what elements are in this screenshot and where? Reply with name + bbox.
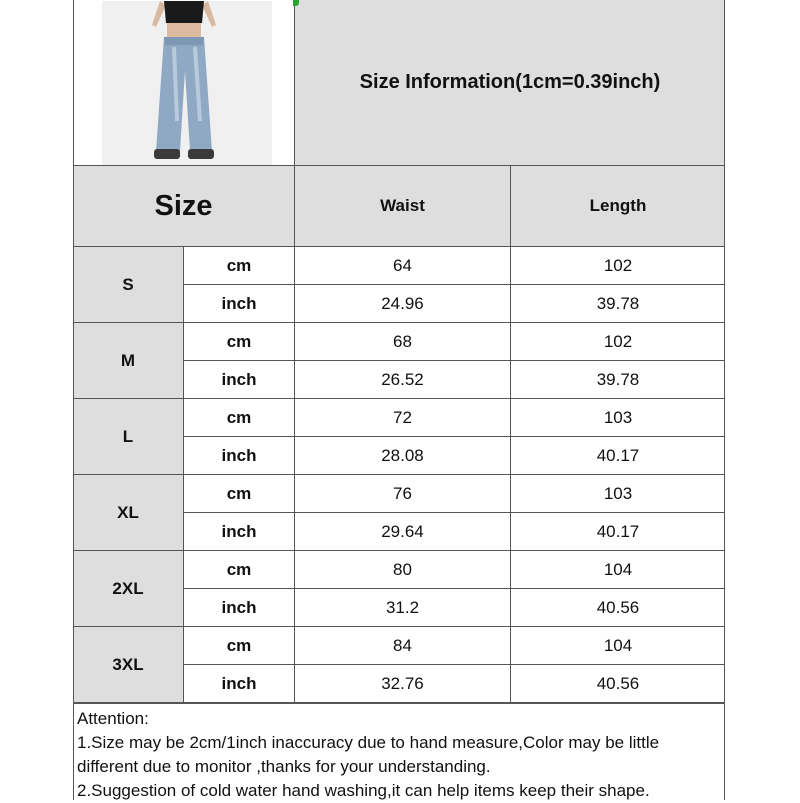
unit-inch: inch [184, 665, 295, 703]
2xl-length-cm: 104 [511, 551, 725, 589]
header-waist: Waist [295, 166, 511, 247]
note-heading: Attention: [77, 709, 149, 728]
l-waist-inch: 28.08 [295, 437, 511, 475]
header-length: Length [511, 166, 725, 247]
size-label-2xl: 2XL [73, 551, 184, 627]
m-length-cm: 102 [511, 323, 725, 361]
s-waist-inch: 24.96 [295, 285, 511, 323]
xl-waist-inch: 29.64 [295, 513, 511, 551]
unit-cm: cm [184, 551, 295, 589]
size-label-3xl: 3XL [73, 627, 184, 703]
m-waist-inch: 26.52 [295, 361, 511, 399]
s-length-cm: 102 [511, 247, 725, 285]
unit-cm: cm [184, 475, 295, 513]
l-length-cm: 103 [511, 399, 725, 437]
product-photo [73, 0, 295, 166]
s-waist-cm: 64 [295, 247, 511, 285]
unit-cm: cm [184, 247, 295, 285]
note-line-2: different due to monitor ,thanks for your understanding. [77, 757, 491, 776]
l-waist-cm: 72 [295, 399, 511, 437]
size-label-xl: XL [73, 475, 184, 551]
note-line-3: 2.Suggestion of cold water hand washing,it can help items keep their shape. [77, 781, 650, 800]
xl-length-cm: 103 [511, 475, 725, 513]
size-chart [73, 0, 725, 800]
unit-cm: cm [184, 627, 295, 665]
s-length-inch: 39.78 [511, 285, 725, 323]
jeans-model-image [74, 1, 294, 165]
unit-cm: cm [184, 323, 295, 361]
size-label-l: L [73, 399, 184, 475]
xl-length-inch: 40.17 [511, 513, 725, 551]
unit-inch: inch [184, 589, 295, 627]
page-title: Size Information(1cm=0.39inch) [295, 0, 725, 166]
attention-notes [73, 703, 725, 800]
unit-inch: inch [184, 437, 295, 475]
3xl-waist-cm: 84 [295, 627, 511, 665]
header-size: Size [73, 166, 295, 247]
2xl-waist-inch: 31.2 [295, 589, 511, 627]
green-corner-mark [293, 0, 299, 6]
unit-inch: inch [184, 513, 295, 551]
unit-cm: cm [184, 399, 295, 437]
size-label-s: S [73, 247, 184, 323]
m-waist-cm: 68 [295, 323, 511, 361]
xl-waist-cm: 76 [295, 475, 511, 513]
2xl-length-inch: 40.56 [511, 589, 725, 627]
unit-inch: inch [184, 285, 295, 323]
3xl-waist-inch: 32.76 [295, 665, 511, 703]
note-line-1: 1.Size may be 2cm/1inch inaccuracy due to hand measure,Color may be little [77, 733, 660, 752]
size-label-m: M [73, 323, 184, 399]
unit-inch: inch [184, 361, 295, 399]
3xl-length-cm: 104 [511, 627, 725, 665]
l-length-inch: 40.17 [511, 437, 725, 475]
m-length-inch: 39.78 [511, 361, 725, 399]
3xl-length-inch: 40.56 [511, 665, 725, 703]
2xl-waist-cm: 80 [295, 551, 511, 589]
